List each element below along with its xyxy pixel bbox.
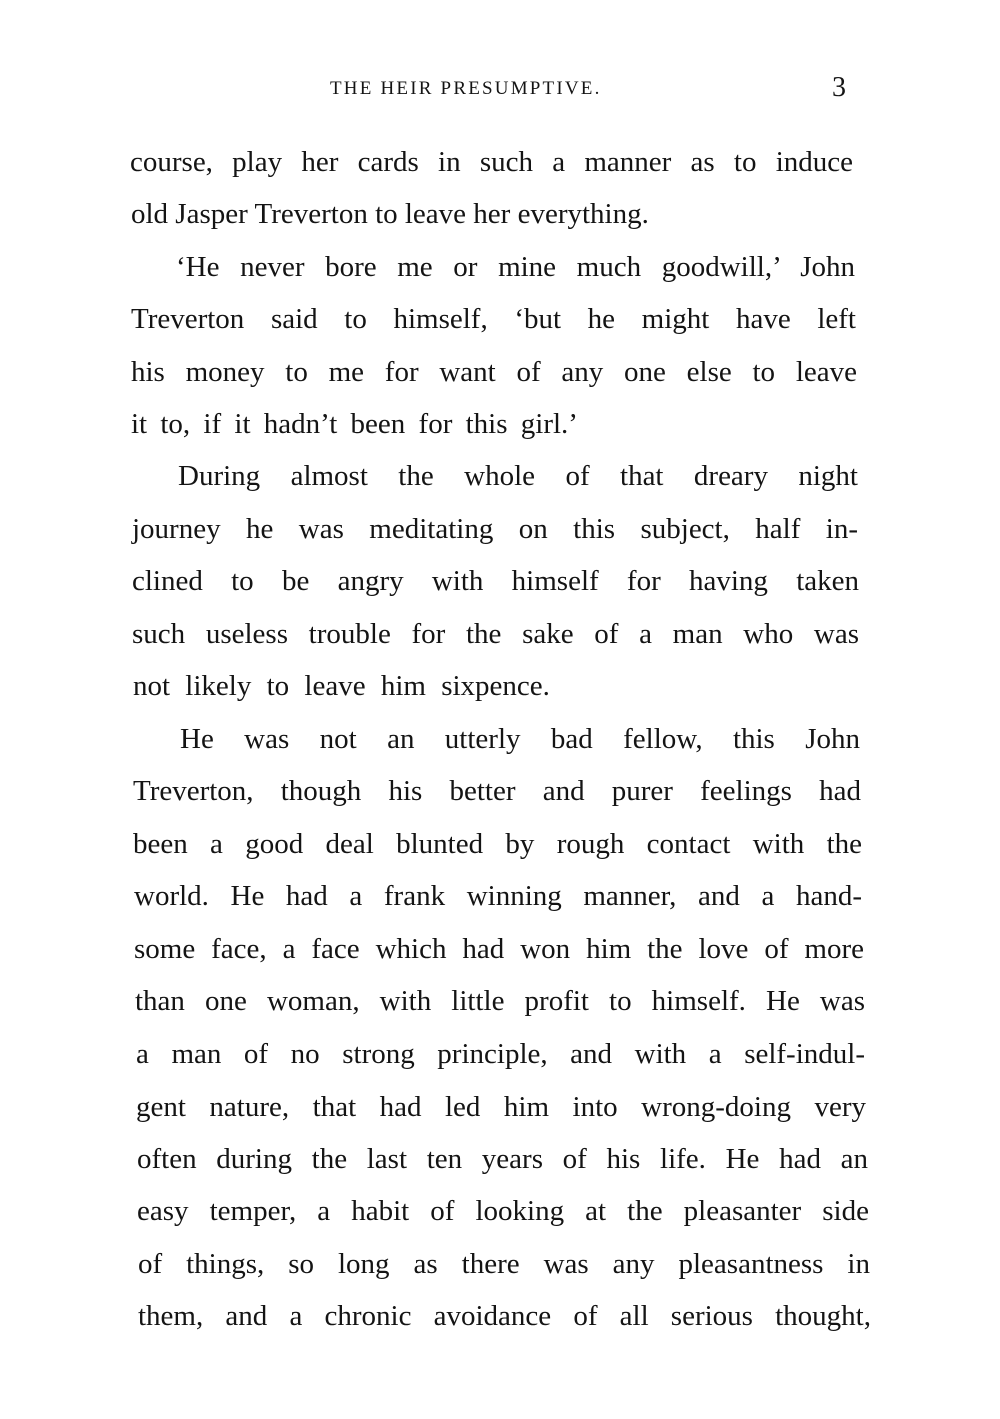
running-head-title: THE HEIR PRESUMPTIVE. — [330, 78, 602, 99]
text-line: Treverton said to himself, ‘but he might have left — [131, 303, 856, 335]
text-line: clined to be angry with himself for having taken — [132, 565, 859, 597]
text-line: them, and a chronic avoidance of all serious thought, — [138, 1300, 871, 1332]
text-line: than one woman, with little profit to himself. He was — [135, 985, 865, 1017]
text-line: During almost the whole of that dreary night — [178, 460, 858, 492]
text-line: his money to me for want of any one else to leave — [131, 356, 857, 388]
text-line: of things, so long as there was any pleasantness in — [138, 1248, 870, 1280]
text-line: some face, a face which had won him the love of more — [134, 933, 864, 965]
text-line: He was not an utterly bad fellow, this John — [180, 723, 860, 755]
text-line: easy temper, a habit of looking at the pleasanter side — [137, 1195, 869, 1227]
text-line: world. He had a frank winning manner, and a hand- — [134, 880, 862, 912]
text-line: not likely to leave him sixpence. — [133, 670, 550, 702]
text-line: such useless trouble for the sake of a man who was — [132, 618, 859, 650]
text-line: gent nature, that had led him into wrong-doing very — [136, 1091, 866, 1123]
text-line: course, play her cards in such a manner as to induce — [130, 146, 853, 178]
text-line: ‘He never bore me or mine much goodwill,’ John — [176, 251, 855, 283]
page-number: 3 — [832, 72, 846, 103]
text-line: a man of no strong principle, and with a self-indul- — [136, 1038, 865, 1070]
running-head — [0, 72, 1000, 112]
text-line: been a good deal blunted by rough contact with the — [133, 828, 862, 860]
text-line: often during the last ten years of his life. He had an — [137, 1143, 868, 1175]
text-line: Treverton, though his better and purer feelings had — [133, 775, 861, 807]
text-line: old Jasper Treverton to leave her everything. — [131, 198, 649, 230]
text-line: journey he was meditating on this subject, half in- — [132, 513, 858, 545]
text-line: it to, if it hadn’t been for this girl.’ — [131, 408, 578, 440]
